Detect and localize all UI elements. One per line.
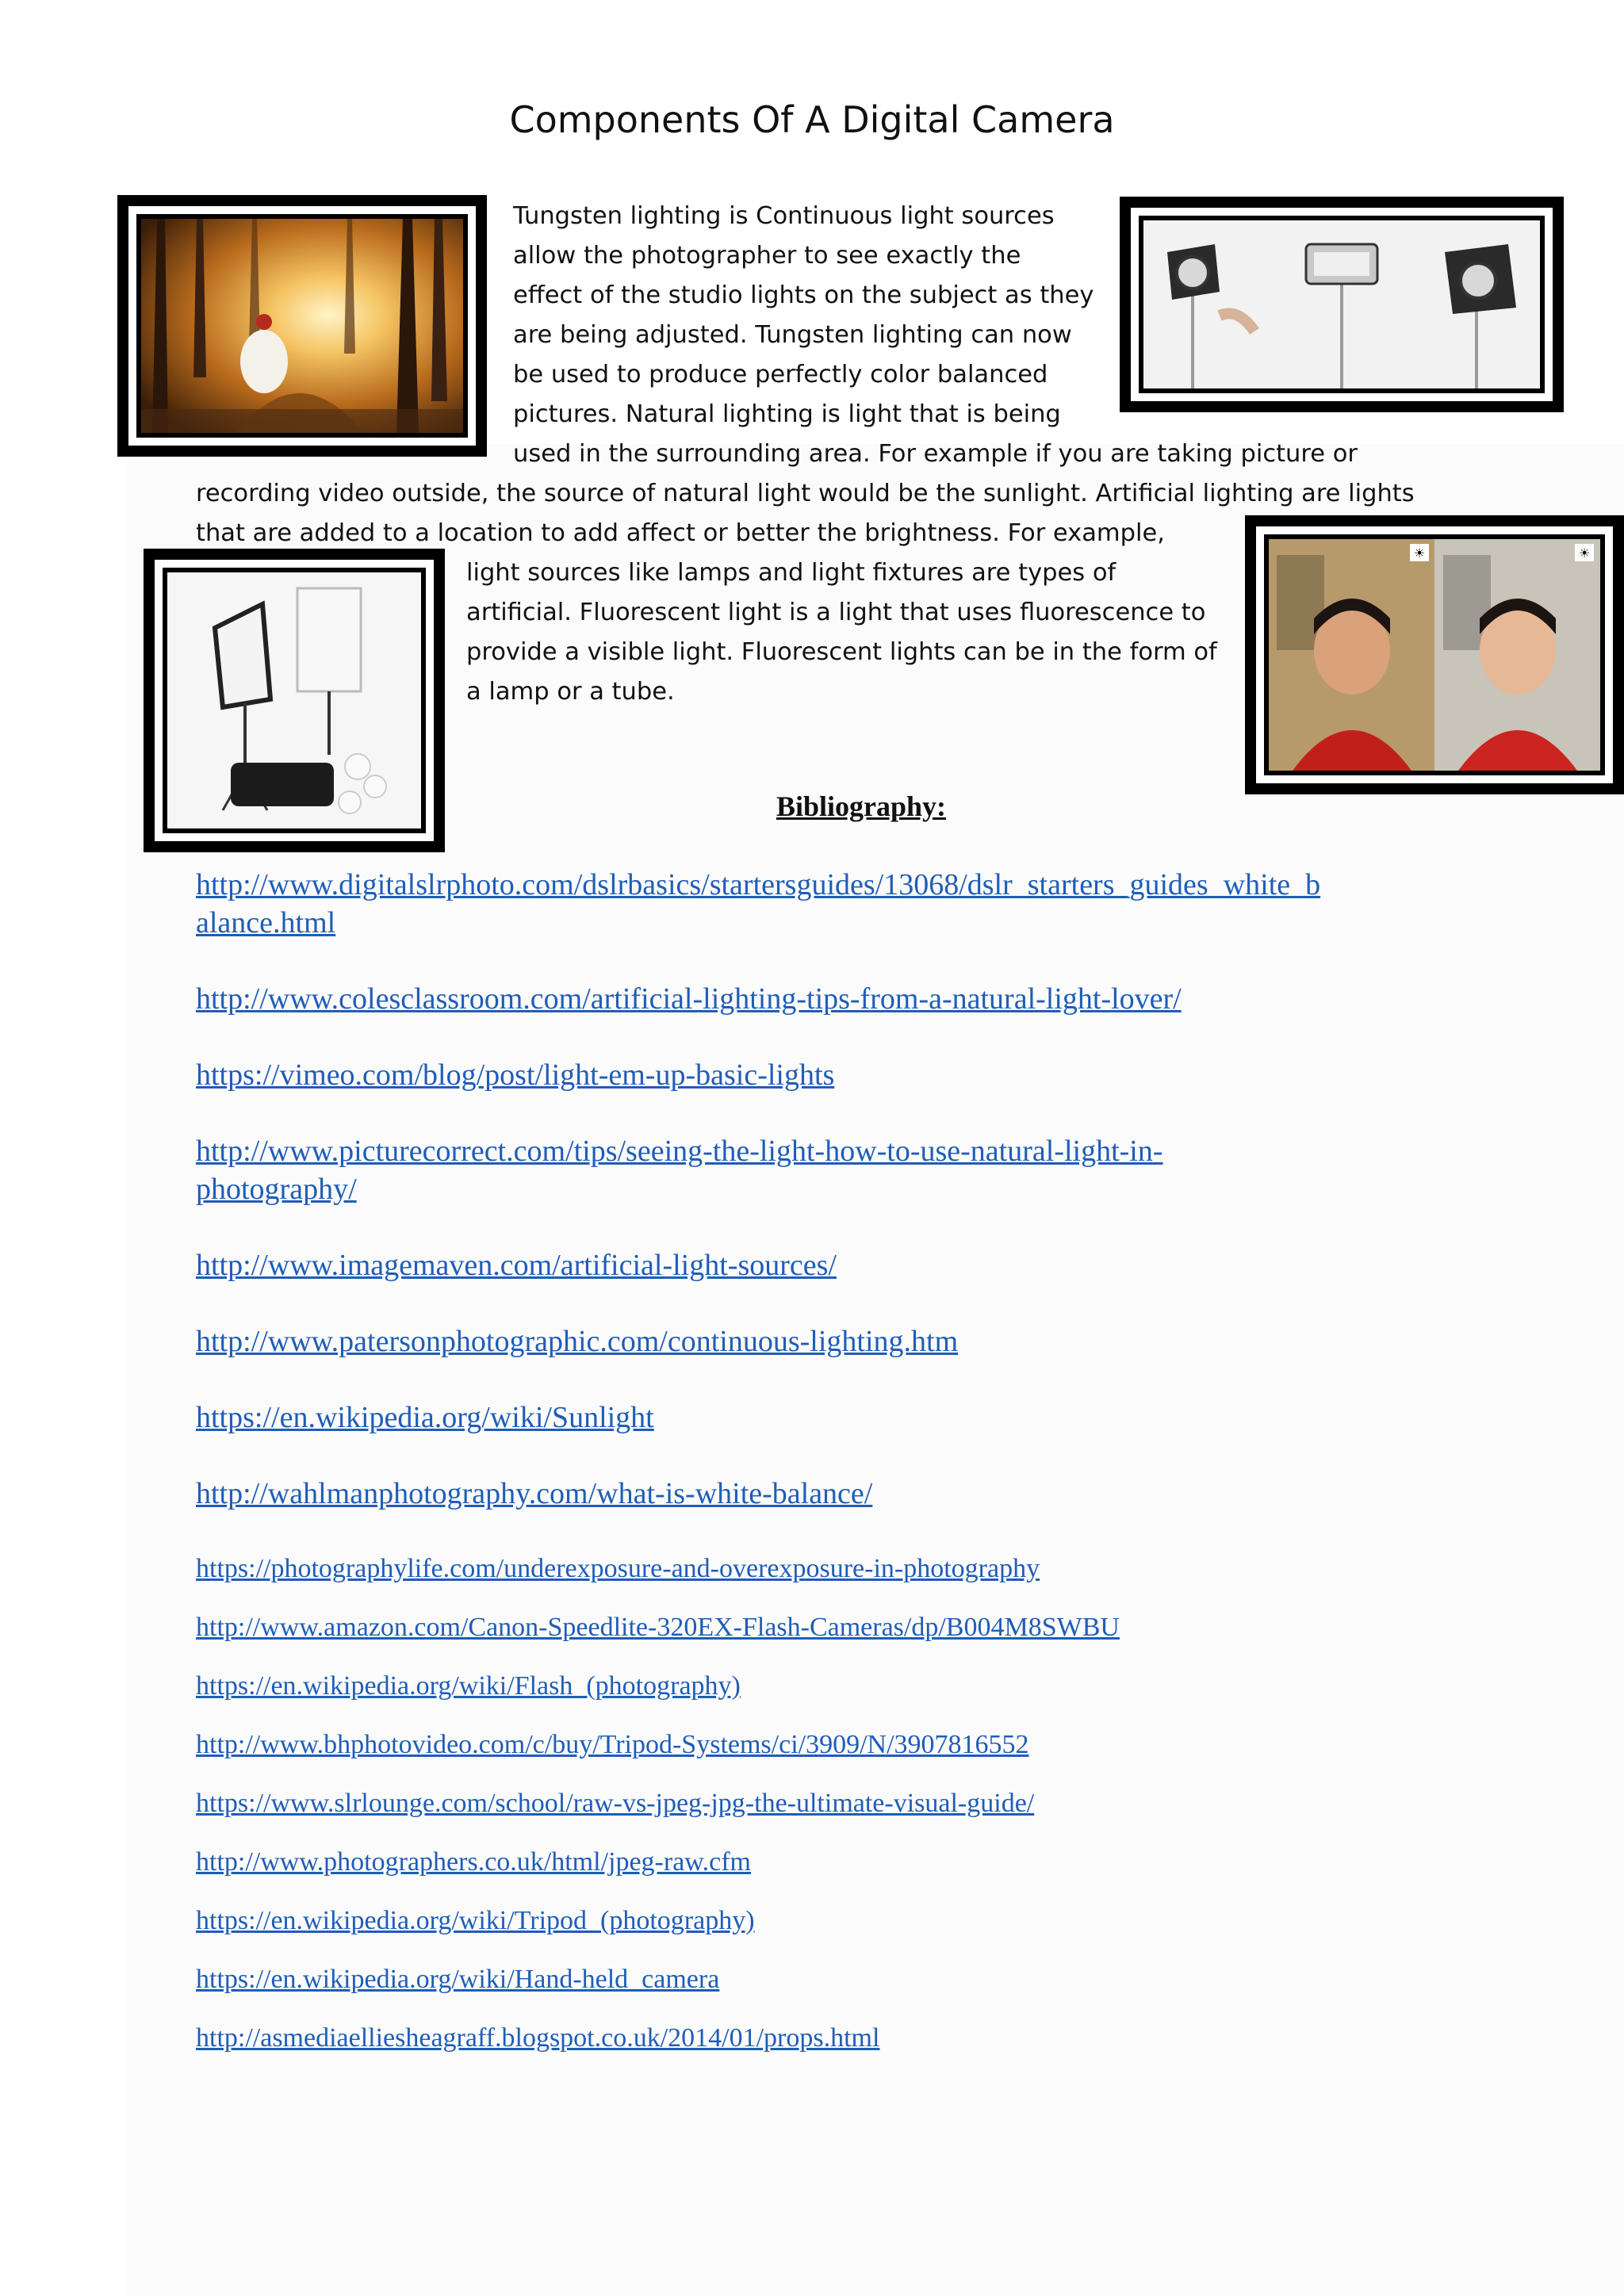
svg-text:☀: ☀ — [1413, 545, 1426, 561]
paragraph-line: allow the photographer to see exactly the — [513, 242, 1021, 270]
paragraph-line: are being adjusted. Tungsten lighting can now — [513, 321, 1072, 349]
paragraph-line: provide a visible light. Fluorescent lights can be in the form of — [466, 638, 1217, 666]
svg-text:☀: ☀ — [1578, 545, 1591, 561]
paragraph-line: artificial. Fluorescent light is a light that uses fluorescence to — [466, 599, 1206, 626]
bibliography-link[interactable]: http://wahlmanphotography.com/what-is-white-balance/ — [196, 1477, 873, 1510]
paragraph-line: pictures. Natural lighting is light that is being — [513, 400, 1061, 428]
bibliography-link[interactable]: https://photographylife.com/underexposure-and-overexposure-in-photography — [196, 1554, 1040, 1583]
bibliography-link[interactable]: http://www.imagemaven.com/artificial-light-sources/ — [196, 1249, 837, 1282]
bibliography-link[interactable]: http://www.patersonphotographic.com/continuous-lighting.htm — [196, 1325, 959, 1358]
bibliography-link[interactable]: https://en.wikipedia.org/wiki/Flash_(photography) — [196, 1671, 741, 1701]
white-balance-comparison-photo — [1245, 515, 1624, 794]
paragraph-line: that are added to a location to add affect or better the brightness. For example, — [196, 519, 1165, 547]
bibliography-link[interactable]: http://asmediaelliesheagraff.blogspot.co.uk/2014/01/props.html — [196, 2023, 880, 2053]
forest-bride-photo — [117, 195, 487, 457]
paragraph-line: light sources like lamps and light fixtures are types of — [466, 559, 1116, 587]
bibliography-link[interactable]: https://vimeo.com/blog/post/light-em-up-basic-lights — [196, 1058, 835, 1092]
bibliography-link[interactable]: https://en.wikipedia.org/wiki/Tripod_(photography) — [196, 1906, 755, 1935]
bibliography-link[interactable]: alance.html — [196, 906, 336, 939]
bibliography-link[interactable]: http://www.colesclassroom.com/artificial-lighting-tips-from-a-natural-light-lover/ — [196, 982, 1182, 1016]
bibliography-heading: Bibliography: — [776, 790, 947, 822]
paragraph-line: Tungsten lighting is Continuous light sources — [513, 202, 1055, 230]
bibliography-link[interactable]: http://www.amazon.com/Canon-Speedlite-320EX-Flash-Cameras/dp/B004M8SWBU — [196, 1613, 1120, 1642]
bibliography-link[interactable]: http://www.bhphotovideo.com/c/buy/Tripod-Systems/ci/3909/N/3907816552 — [196, 1730, 1029, 1759]
paragraph-line: effect of the studio lights on the subject as they — [513, 281, 1094, 309]
tungsten-lights-photo — [1120, 197, 1564, 412]
bibliography-link[interactable]: http://www.photographers.co.uk/html/jpeg-raw.cfm — [196, 1847, 751, 1877]
paragraph-line: used in the surrounding area. For example if you are taking picture or — [513, 440, 1358, 468]
bibliography-link[interactable]: https://en.wikipedia.org/wiki/Sunlight — [196, 1401, 654, 1434]
bibliography-link[interactable]: photography/ — [196, 1173, 357, 1206]
paragraph-line: be used to produce perfectly color balanced — [513, 361, 1048, 388]
page-title: Components Of A Digital Camera — [509, 98, 1115, 141]
bibliography-link[interactable]: http://www.digitalslrphoto.com/dslrbasics/startersguides/13068/dslr_starters_guides_white_b — [196, 868, 1321, 901]
bibliography-link[interactable]: https://www.slrlounge.com/school/raw-vs-jpeg-jpg-the-ultimate-visual-guide/ — [196, 1789, 1035, 1818]
paragraph-line: a lamp or a tube. — [466, 678, 675, 706]
bibliography-link[interactable]: http://www.picturecorrect.com/tips/seeing-the-light-how-to-use-natural-light-in- — [196, 1135, 1163, 1168]
bibliography-link[interactable]: https://en.wikipedia.org/wiki/Hand-held_camera — [196, 1965, 720, 1994]
paragraph-line: recording video outside, the source of natural light would be the sunlight. Artificial lighting are lights — [196, 480, 1415, 507]
